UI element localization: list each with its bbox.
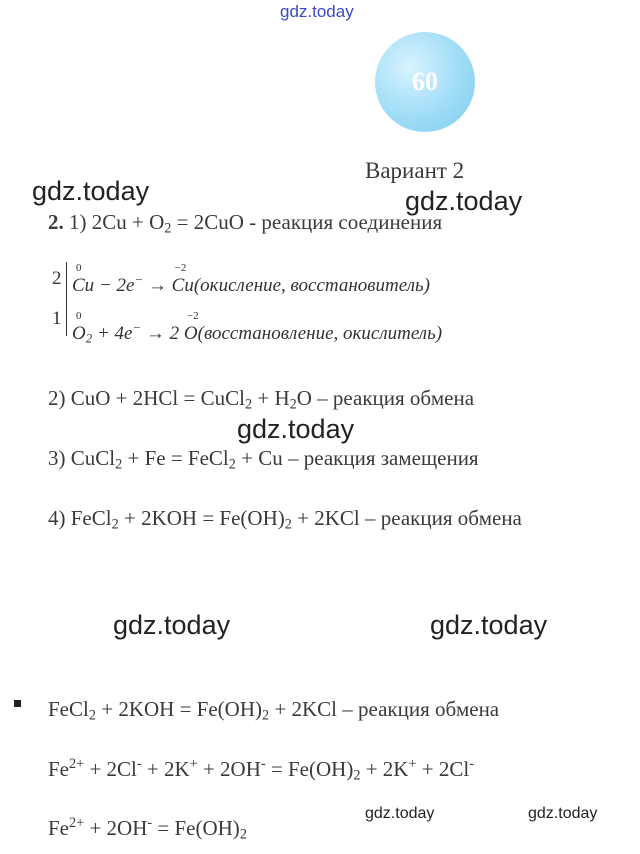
bullet-marker [14,700,21,707]
ion3-fe: Fe [48,815,69,840]
ion2-k: + 2K [141,756,190,781]
redox-o: O [72,323,86,345]
ion2-cl-sup: - [136,756,142,772]
ionic-equation-short [48,815,247,843]
watermark-top: gdz.today [280,2,354,21]
ion3-eq: = Fe(OH) [152,815,240,840]
eq2-part-b: + H [252,386,290,410]
redox-ox-cu0: 0 [76,262,82,275]
redox-arrow-2: → 2 [141,323,184,345]
ion1-part-a: FeCl [48,697,89,721]
watermark-right-upper: gdz.today [405,186,523,216]
equation-2 [48,386,474,414]
ion1-part-b: + 2KOH = Fe(OH) [95,697,262,721]
eq1-o-sub: 2 [164,220,172,237]
ion3-oh: + 2OH [84,815,148,840]
variant-title: Вариант 2 [365,158,465,183]
eq3-part-c: + Cu – реакция замещения [235,446,479,470]
eq3-sub-a: 2 [115,456,123,473]
ion1-part-c: + 2KCl – реакция обмена [269,697,500,721]
redox-coef-2: 1 [52,308,62,329]
redox-coef-1: 2 [52,268,62,289]
watermark-bottom-2: gdz.today [528,805,598,822]
redox-o-sub: 2 [85,330,93,346]
page-number-badge [375,32,475,132]
redox-cu: Cu [72,275,95,297]
eq4-part-c: + 2KCl – реакция обмена [291,506,522,530]
ion2-oh-sup: - [260,756,266,772]
redox-ox-o0: 0 [76,310,82,323]
ion2-eq: = Fe(OH) [265,756,354,781]
redox-divider [66,262,67,336]
ion3-oh-sup: - [147,815,153,831]
redox-arrow-1: → [143,275,172,297]
equation-1 [48,210,442,238]
watermark-left-upper: gdz.today [32,176,150,206]
ion3-eq-sub: 2 [239,826,247,843]
redox-o-product: O [183,323,198,345]
ion1-sub-b: 2 [262,707,270,724]
eq3-part-b: + Fe = FeCl [122,446,229,470]
eq1-prefix: 1) 2Cu + O [69,210,165,234]
eq2-sub-a: 2 [244,396,253,413]
ion2-eq-sub: 2 [353,767,361,784]
equation-4 [48,506,522,534]
ion2-k-sup: + [189,756,198,772]
ion1-sub-a: 2 [88,707,96,724]
ion3-fe-sup: 2+ [69,815,85,831]
redox-line2-mid: + 4e [92,323,133,345]
ion2-k2-sup: + [408,756,417,772]
redox-note-1: (окисление, восстановитель) [193,275,430,297]
ion2-fe-sup: 2+ [69,756,85,772]
redox-cu-product: Cu [171,275,194,297]
ionic-equation-molecular [48,697,499,725]
redox-ox-o-m2: −2 [186,310,199,323]
eq3-sub-b: 2 [228,456,236,473]
redox-electron-sup-2: − [132,320,142,335]
eq4-sub-a: 2 [111,516,119,533]
eq1-rest: = 2CuO - реакция соединения [171,210,443,234]
equation-3 [48,446,479,474]
task-number: 2. [48,210,64,234]
redox-note-2: (восстановление, окислитель) [197,323,443,345]
eq4-part-b: + 2KOH = Fe(OH) [118,506,285,530]
ion2-fe: Fe [48,756,69,781]
redox-ox-cu-m2: −2 [174,262,187,275]
ion2-cl: + 2Cl [84,756,137,781]
ionic-equation-full [48,756,474,784]
ion2-oh: + 2OH [197,756,261,781]
page-number: 60 [412,67,438,96]
eq2-sub-b: 2 [289,396,297,413]
watermark-left-lower: gdz.today [113,610,231,640]
eq4-part-a: 4) FeCl [48,506,112,530]
eq4-sub-b: 2 [284,516,292,533]
ion2-cl2-sup: - [469,756,474,772]
redox-line-2 [72,310,443,346]
eq3-part-a: 3) CuCl [48,446,116,470]
eq2-part-c: O – реакция обмена [296,386,475,410]
redox-line1-mid: − 2e [94,275,135,297]
watermark-middle: gdz.today [237,414,355,444]
eq2-part-a: 2) CuO + 2HCl = CuCl [48,386,245,410]
redox-line-1 [72,262,430,297]
redox-electron-sup-1: − [134,272,144,287]
watermark-right-lower: gdz.today [430,610,548,640]
ion2-k2: + 2K [360,756,409,781]
watermark-bottom-1: gdz.today [365,805,435,822]
ion2-cl2: + 2Cl [416,756,470,781]
